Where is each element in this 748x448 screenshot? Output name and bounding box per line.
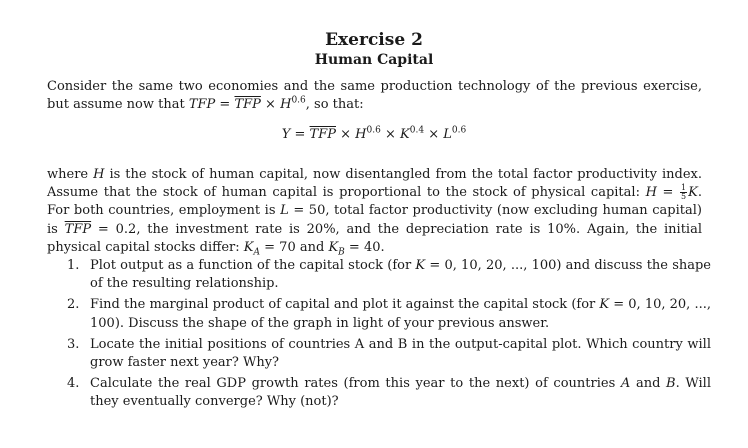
l-exponent: 0.6 [451, 125, 467, 136]
question-item [47, 375, 711, 411]
y-symbol: Y [281, 127, 291, 142]
h-symbol: H [645, 185, 657, 201]
ka-symbol: K [243, 239, 254, 255]
question-item [47, 257, 711, 293]
question-item [47, 336, 711, 372]
body-text: . For both countries, employment is [47, 185, 702, 219]
h-exponent: 0.6 [366, 125, 381, 136]
tfp-bar-symbol: $\overline{TFP}$ [309, 127, 336, 142]
tfp-bar-symbol: $\overline{TFP}$ [64, 221, 92, 237]
question-text: and [630, 376, 667, 392]
k-symbol: K [400, 127, 410, 142]
question-text: = 0, 10, 20, ..., 100) and discuss the shape of the resulting relationship. [90, 258, 712, 292]
tfp-symbol: TFP [188, 97, 216, 113]
fraction-denominator: 5 [681, 192, 687, 202]
body-text: = 50, total factor productivity (now excluding human capital) is [47, 203, 702, 237]
production-equation [0, 126, 748, 144]
question-text: Find the marginal product of capital and plot it against the capital stock (for [90, 297, 600, 313]
h-symbol: H [280, 97, 292, 113]
body-text: = 0.2, the investment rate is 20%, and the depreciation rate is 10%. Again, the initial physical capital stocks differ: [47, 221, 702, 255]
kb-symbol: K [328, 239, 339, 255]
body-text: is the stock of human capital, now disentangled from the total factor productivity index. Assume that the stock of human capital is proportional to the stock of physical capital: [47, 167, 703, 201]
times-sign: × [336, 127, 356, 142]
exercise-title: Exercise 2 [325, 30, 423, 50]
intro-text: , so that: [305, 97, 364, 113]
l-symbol: L [443, 127, 452, 142]
question-number: 2. [67, 297, 80, 313]
country-b-symbol: B [666, 376, 676, 392]
question-number: 4. [67, 376, 80, 392]
body-text: = 70 and [260, 239, 329, 255]
question-text: = 0, 10, 20, ..., 100). Discuss the shape of the graph in light of your previous answer. [90, 297, 711, 331]
k-symbol: K [688, 185, 698, 201]
body-text: = 40. [344, 239, 385, 255]
country-a-symbol: A [620, 376, 631, 392]
l-symbol: L [280, 203, 289, 219]
h-exponent: 0.6 [291, 95, 306, 106]
intro-text: assume now that [73, 97, 189, 113]
question-text: . Will they eventually converge? Why (not)? [90, 376, 711, 410]
question-number: 1. [67, 258, 80, 273]
times-sign: × [380, 127, 401, 142]
question-list [47, 257, 711, 415]
h-symbol: H [355, 127, 367, 142]
h-symbol: H [93, 167, 105, 182]
exercise-subtitle: Human Capital [314, 52, 434, 68]
kb-subscript: B [338, 247, 345, 258]
times-sign: × [260, 97, 281, 113]
times-sign: × [424, 127, 444, 142]
question-number: 3. [67, 336, 80, 352]
question-item [47, 296, 711, 332]
tfp-bar-symbol: $\overline{TFP}$ [234, 97, 261, 113]
fraction-numerator: 1 [681, 183, 687, 193]
question-text: Locate the initial positions of countries A and B in the output-capital plot. Which country will grow faster next year? Why? [90, 336, 711, 371]
intro-paragraph [47, 78, 702, 114]
one-fifth-fraction [680, 184, 687, 201]
k-symbol: K [415, 258, 426, 273]
k-symbol: K [599, 297, 610, 313]
equals-sign: = [656, 185, 680, 201]
ka-subscript: A [253, 247, 261, 258]
equals-sign: = [290, 127, 310, 142]
question-text: Calculate the real GDP growth rates (from this year to the next) of countries [90, 376, 621, 392]
k-exponent: 0.4 [409, 125, 425, 136]
body-paragraph [47, 166, 702, 257]
body-text: where [47, 167, 94, 182]
question-text: Plot output as a function of the capital stock (for [90, 258, 416, 273]
equals-sign: = [215, 97, 235, 113]
intro-text: Consider the same two economies and the same production technology of the previous exercise, but [47, 79, 702, 113]
